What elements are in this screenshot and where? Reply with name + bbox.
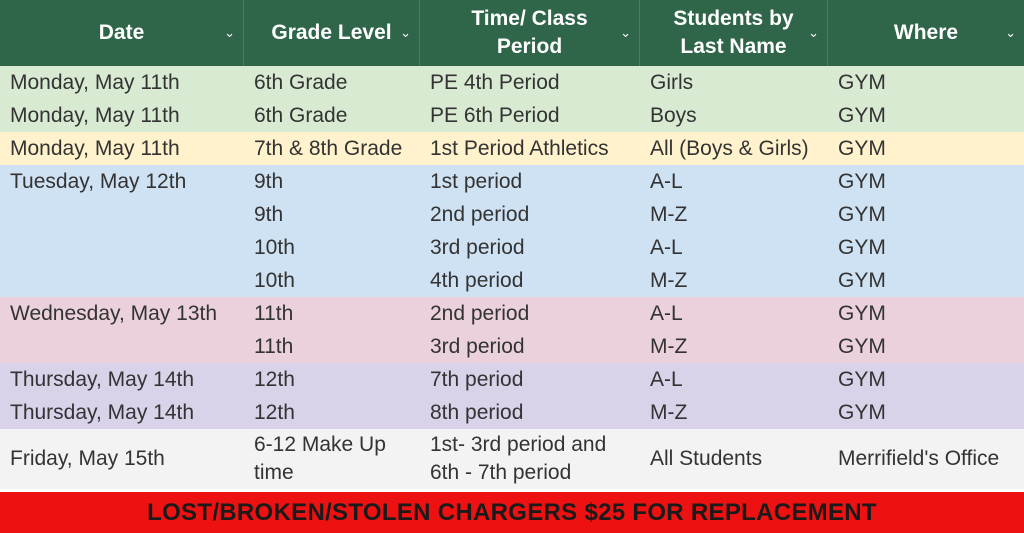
chevron-down-icon[interactable]: ⌄ <box>400 25 411 40</box>
grade-level-cell[interactable]: 6th Grade <box>254 70 348 94</box>
charger-replacement-banner <box>0 492 1024 533</box>
date-cell[interactable]: Monday, May 11th <box>10 136 180 160</box>
date-cell[interactable] <box>0 231 244 264</box>
date-cell[interactable]: Thursday, May 14th <box>10 367 195 391</box>
banner-text: LOST/BROKEN/STOLEN CHARGERS $25 FOR REPLACEMENT <box>147 498 877 526</box>
column-header-grade-level[interactable] <box>244 0 420 66</box>
date-cell[interactable]: Monday, May 11th <box>10 103 180 127</box>
chevron-down-icon[interactable]: ⌄ <box>808 25 819 40</box>
students-cell[interactable]: M-Z <box>650 400 688 424</box>
class-period-cell[interactable]: 8th period <box>430 400 524 424</box>
date-cell[interactable]: Thursday, May 14th <box>10 400 195 424</box>
location-cell[interactable]: GYM <box>838 301 886 325</box>
chevron-down-icon[interactable]: ⌄ <box>1005 25 1016 40</box>
grade-level-cell[interactable]: 12th <box>254 367 295 391</box>
column-header-label: Where <box>893 21 959 44</box>
date-cell[interactable] <box>0 330 244 363</box>
class-period-cell[interactable]: PE 4th Period <box>430 70 560 94</box>
table-row <box>0 264 1024 297</box>
column-header-label: Students by Last Name <box>673 7 794 58</box>
students-cell[interactable]: All (Boys & Girls) <box>650 136 809 160</box>
location-cell[interactable]: GYM <box>838 103 886 127</box>
table-row <box>0 330 1024 363</box>
column-header-label: Time/ Class Period <box>471 7 588 58</box>
grade-level-cell[interactable]: 10th <box>254 268 295 292</box>
location-cell[interactable]: GYM <box>838 400 886 424</box>
class-period-cell[interactable]: PE 6th Period <box>430 103 560 127</box>
location-cell[interactable]: GYM <box>838 202 886 226</box>
chevron-down-icon[interactable]: ⌄ <box>224 25 235 40</box>
table-row <box>0 297 1024 330</box>
table-row <box>0 165 1024 198</box>
location-cell[interactable]: GYM <box>838 136 886 160</box>
students-cell[interactable]: All Students <box>650 447 763 470</box>
table-row <box>0 429 1024 489</box>
date-cell[interactable]: Tuesday, May 12th <box>10 169 187 193</box>
students-cell[interactable]: M-Z <box>650 268 688 292</box>
class-period-cell[interactable]: 7th period <box>430 367 524 391</box>
table-row <box>0 99 1024 132</box>
location-cell[interactable]: GYM <box>838 169 886 193</box>
date-cell[interactable] <box>0 198 244 231</box>
grade-level-cell[interactable]: 6th Grade <box>254 103 348 127</box>
table-row <box>0 66 1024 99</box>
table-row <box>0 396 1024 429</box>
students-cell[interactable]: A-L <box>650 367 683 391</box>
students-cell[interactable]: M-Z <box>650 334 688 358</box>
table-header <box>0 0 1024 66</box>
column-header-label: Grade Level <box>271 21 392 44</box>
grade-level-cell[interactable]: 9th <box>254 202 284 226</box>
class-period-cell[interactable]: 3rd period <box>430 235 525 259</box>
class-period-cell[interactable]: 2nd period <box>430 202 530 226</box>
table-row <box>0 198 1024 231</box>
class-period-cell[interactable]: 1st Period Athletics <box>430 136 609 160</box>
students-cell[interactable]: A-L <box>650 301 683 325</box>
class-period-cell[interactable]: 2nd period <box>430 301 530 325</box>
grade-level-cell[interactable]: 11th <box>254 301 294 325</box>
date-cell[interactable]: Wednesday, May 13th <box>10 301 218 325</box>
column-header-date[interactable] <box>0 0 244 66</box>
date-cell[interactable]: Friday, May 15th <box>10 447 165 470</box>
table-row <box>0 132 1024 165</box>
location-cell[interactable]: GYM <box>838 334 886 358</box>
grade-level-cell[interactable]: 10th <box>254 235 295 259</box>
grade-level-cell[interactable]: 12th <box>254 400 295 424</box>
location-cell[interactable]: GYM <box>838 367 886 391</box>
location-cell[interactable]: GYM <box>838 70 886 94</box>
grade-level-cell[interactable]: 9th <box>254 169 284 193</box>
class-period-cell[interactable]: 3rd period <box>430 334 525 358</box>
table-row <box>0 363 1024 396</box>
class-period-cell[interactable]: 1st- 3rd period and 6th - 7th period <box>430 433 607 484</box>
grade-level-cell[interactable]: 11th <box>254 334 294 358</box>
location-cell[interactable]: GYM <box>838 235 886 259</box>
students-cell[interactable]: M-Z <box>650 202 688 226</box>
students-cell[interactable]: Girls <box>650 70 694 94</box>
table-row <box>0 231 1024 264</box>
column-header-where[interactable] <box>828 0 1024 66</box>
class-period-cell[interactable]: 1st period <box>430 169 523 193</box>
date-cell[interactable] <box>0 264 244 297</box>
table-body <box>0 66 1024 489</box>
grade-level-cell[interactable]: 7th & 8th Grade <box>254 136 403 160</box>
column-header-time-class-period[interactable] <box>420 0 640 66</box>
location-cell[interactable]: GYM <box>838 268 886 292</box>
column-header-students-by-last-name[interactable] <box>640 0 828 66</box>
students-cell[interactable]: A-L <box>650 169 683 193</box>
location-cell[interactable]: Merrifield's Office <box>838 447 1000 470</box>
chevron-down-icon[interactable]: ⌄ <box>620 25 631 40</box>
students-cell[interactable]: Boys <box>650 103 697 127</box>
grade-level-cell[interactable]: 6-12 Make Up time <box>254 433 386 484</box>
date-cell[interactable]: Monday, May 11th <box>10 70 180 94</box>
students-cell[interactable]: A-L <box>650 235 683 259</box>
column-header-label: Date <box>98 21 145 44</box>
class-period-cell[interactable]: 4th period <box>430 268 524 292</box>
